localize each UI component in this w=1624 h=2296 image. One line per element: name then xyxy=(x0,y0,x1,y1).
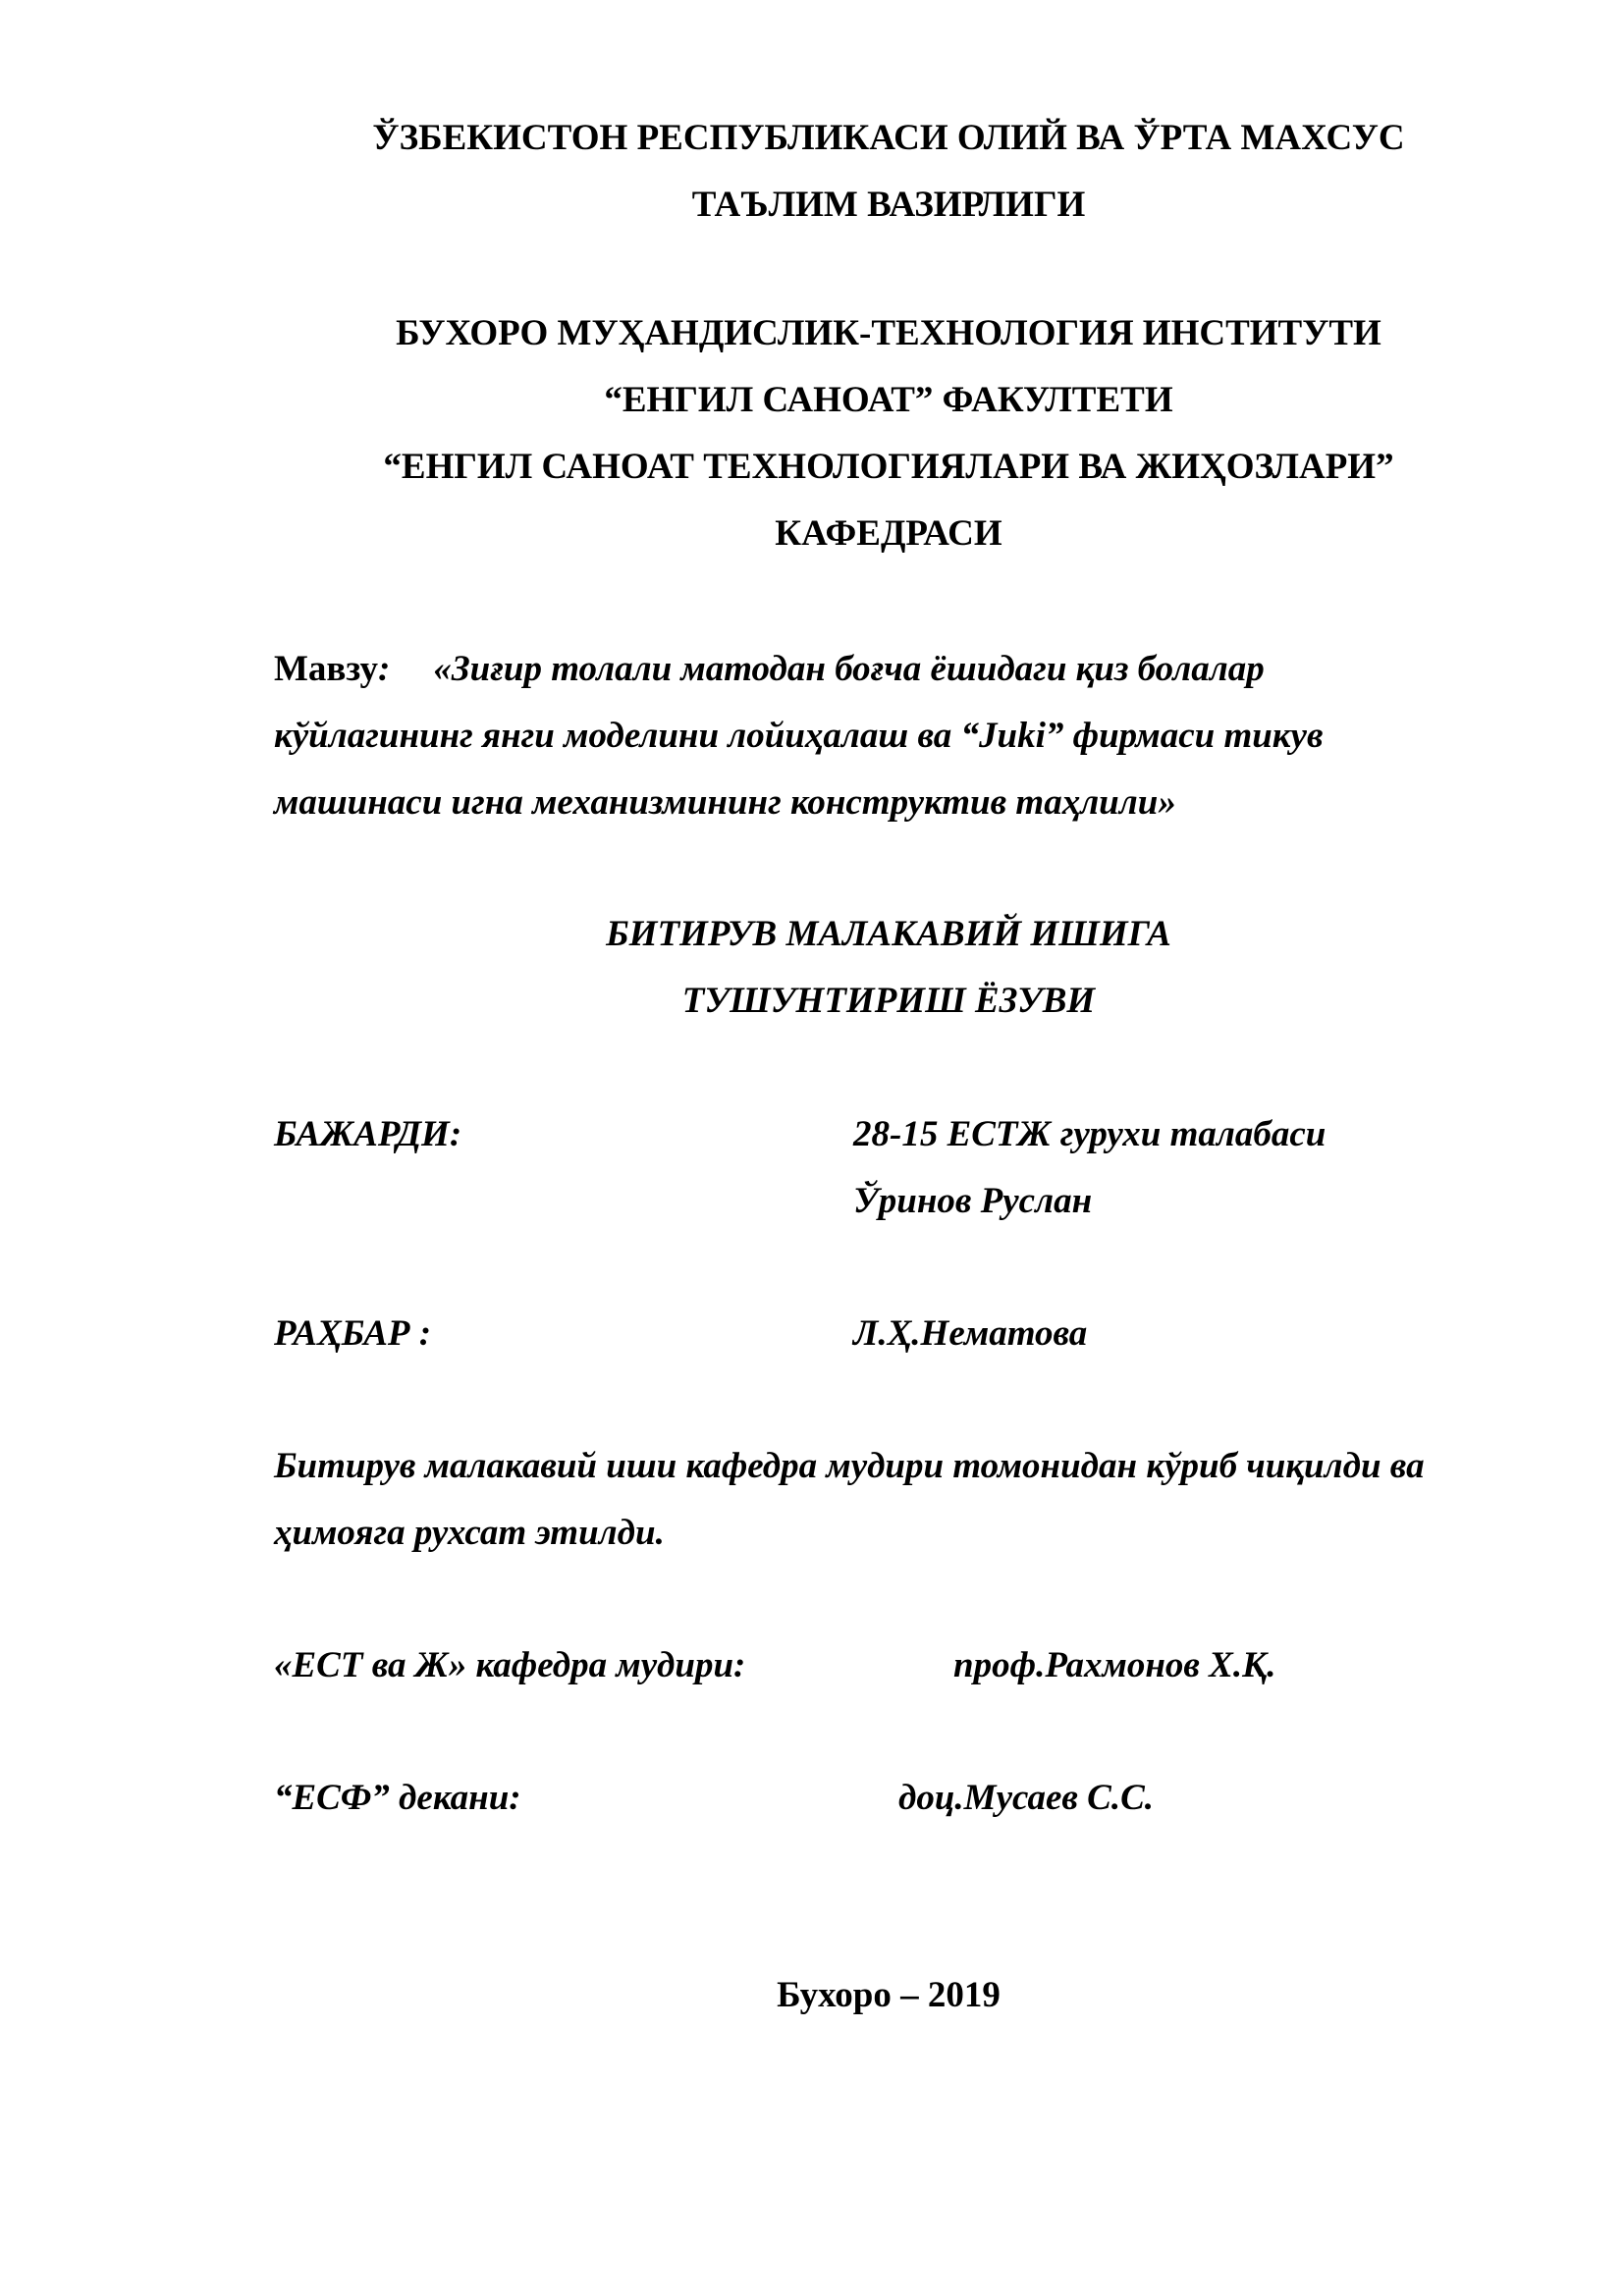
topic-text-line-1: «Зиғир толали матодан боғча ёшидаги қиз болалар xyxy=(433,649,1265,689)
faculty-name: “ЕНГИЛ САНОАТ” ФАКУЛТЕТИ xyxy=(604,380,1173,420)
topic-label: Мавзу xyxy=(274,649,378,689)
topic-line-1 xyxy=(274,648,1265,691)
performer-label: БАЖАРДИ: xyxy=(274,1114,462,1154)
head-of-department-label: «ЕСТ ва Ж» кафедра мудири: xyxy=(274,1645,746,1685)
approval-line-2: ҳимояга рухсат этилди. xyxy=(274,1513,665,1553)
institute-name: БУХОРО МУҲАНДИСЛИК-ТЕХНОЛОГИЯ ИНСТИТУТИ xyxy=(396,313,1381,353)
head-of-department-name: проф.Рахмонов Х.Қ. xyxy=(953,1645,1276,1685)
city-year: Бухоро – 2019 xyxy=(777,1975,1001,2015)
approval-line-1: Битирув малакавий иши кафедра мудири томонидан кўриб чиқилди ва xyxy=(274,1446,1425,1486)
dean-name: доц.Мусаев С.С. xyxy=(898,1778,1155,1818)
performer-group: 28-15 ЕСТЖ гурухи талабаси xyxy=(853,1114,1326,1154)
ministry-line-2: ТАЪЛИМ ВАЗИРЛИГИ xyxy=(691,185,1086,225)
supervisor-label: РАҲБАР : xyxy=(274,1313,432,1354)
ministry-line-1: ЎЗБЕКИСТОН РЕСПУБЛИКАСИ ОЛИЙ ВА ЎРТА МАХСУС xyxy=(372,118,1405,158)
supervisor-name: Л.Ҳ.Нематова xyxy=(853,1313,1088,1354)
department-name-line-1: “ЕНГИЛ САНОАТ ТЕХНОЛОГИЯЛАРИ ВА ЖИҲОЗЛАРИ” xyxy=(383,447,1394,487)
department-name-line-2: КАФЕДРАСИ xyxy=(775,513,1002,554)
dean-label: “ЕСФ” декани: xyxy=(274,1778,521,1818)
document-type-line-2: ТУШУНТИРИШ ЁЗУВИ xyxy=(681,981,1096,1021)
document-type-line-1: БИТИРУВ МАЛАКАВИЙ ИШИГА xyxy=(606,914,1171,954)
performer-name: Ўринов Руслан xyxy=(853,1181,1093,1221)
topic-text-line-3: машинаси игна механизмининг конструктив таҳлили» xyxy=(274,782,1176,823)
topic-text-line-2: кўйлагининг янги моделини лойиҳалаш ва “Juki” фирмаси тикув xyxy=(274,716,1324,756)
topic-colon: : xyxy=(378,649,391,689)
